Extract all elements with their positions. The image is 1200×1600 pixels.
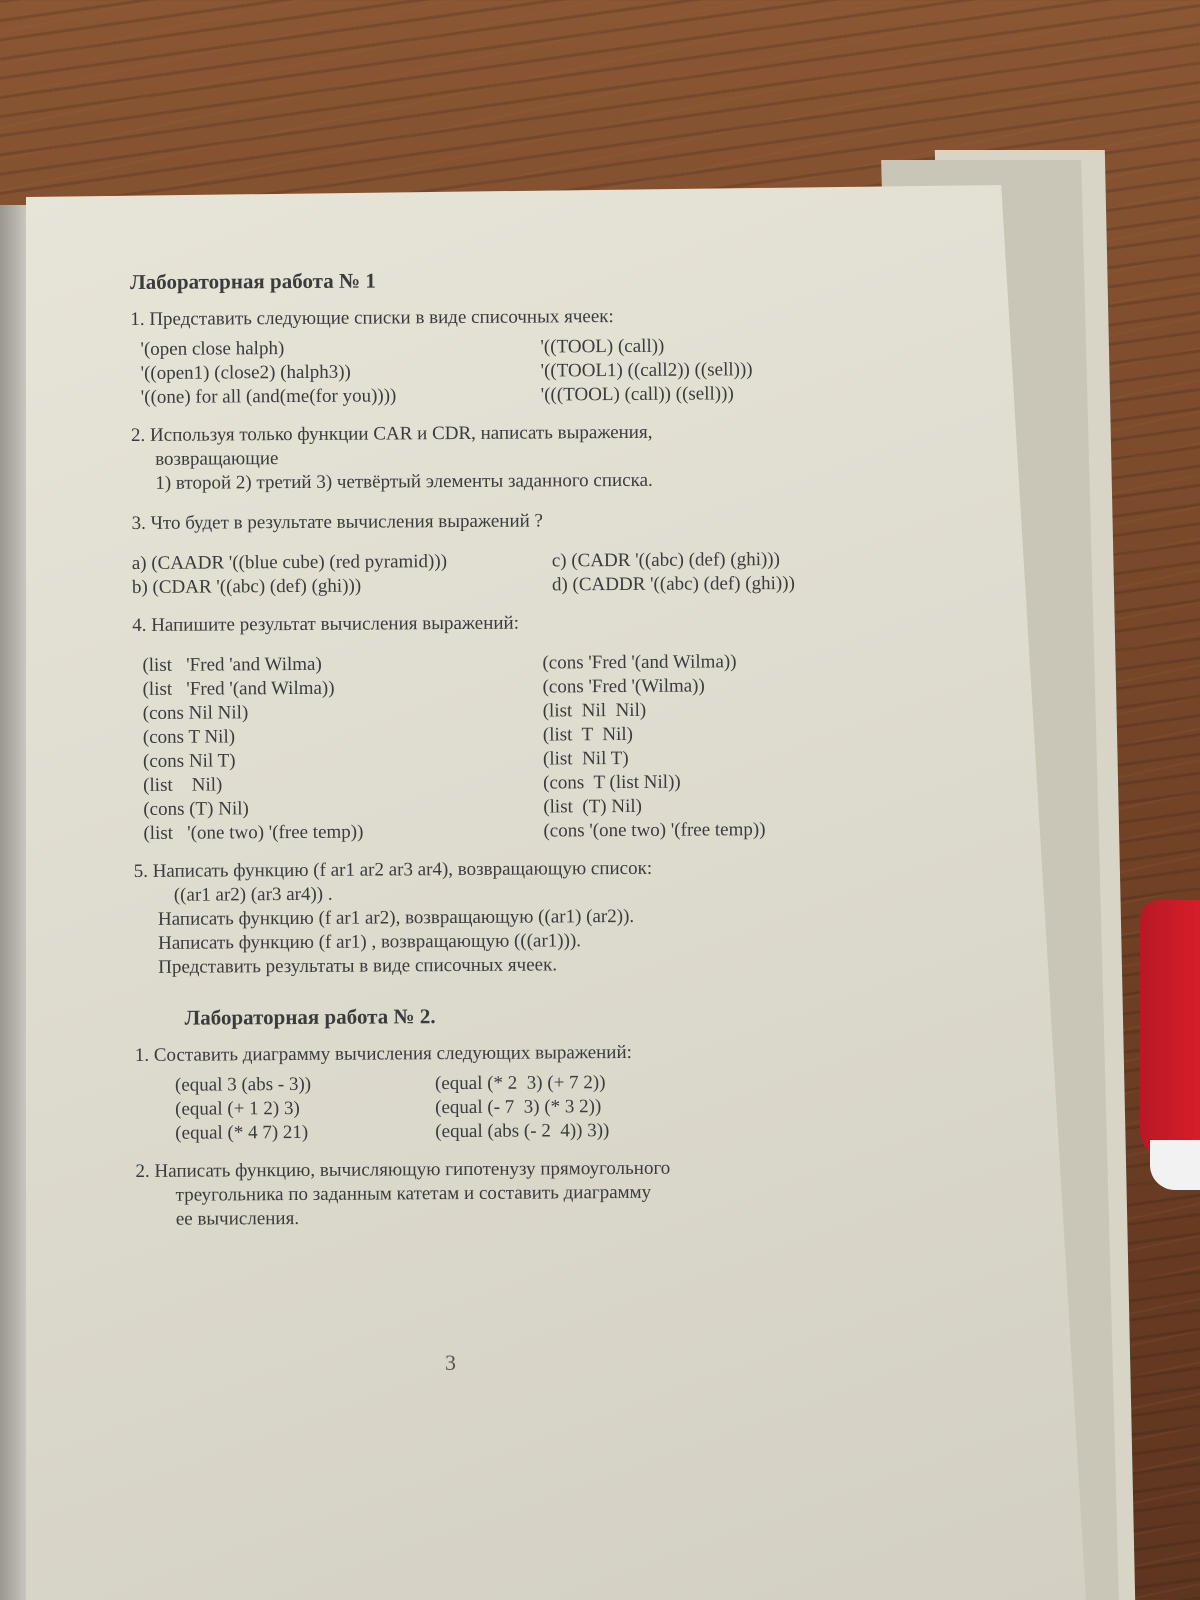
list-item: d) (CADDR '((abc) (def) (ghi))): [551, 572, 795, 596]
list-item: (equal (* 4 7) 21): [175, 1121, 309, 1144]
lab1-question-2: [131, 420, 851, 496]
lab1-q5-text: 5. Написать функцию (f ar1 ar2 ar3 ar4), возвращающую список:: [133, 857, 653, 882]
lab1-question-5: [134, 856, 855, 980]
binding-edge: [0, 205, 26, 1600]
lab2-question-1: [135, 1040, 856, 1146]
lab1-q4-expressions: [132, 650, 853, 846]
list-item: (equal (- 7 3) (* 3 2)): [435, 1096, 602, 1119]
lab2-q2-text: 2. Написать функцию, вычисляющую гипотенузу прямоугольного: [135, 1157, 671, 1182]
list-item: (list T Nil): [542, 723, 634, 746]
lab2-question-2: [135, 1156, 855, 1232]
lab1-q2-text: 2. Используя только функции CAR и CDR, написать выражения,: [130, 421, 653, 446]
list-item: (cons Nil T): [142, 750, 236, 772]
lab1-q4-right: [542, 650, 843, 844]
page-content: [130, 266, 856, 1238]
lab1-q3-expressions: [132, 548, 852, 600]
lab1-q1-text: 1. Представить следующие списки в виде списочных ячеек:: [130, 306, 614, 330]
list-item: (cons '(one two) '(free temp)): [543, 819, 766, 842]
lab1-q3-left: [132, 549, 552, 600]
lab2-q1-right: [435, 1070, 735, 1144]
lab2-q1-text: 1. Составить диаграмму вычисления следующих выражений:: [134, 1041, 632, 1066]
list-item: b) (CDAR '((abc) (def) (ghi))): [131, 575, 362, 598]
list-item: (equal (* 2 3) (+ 7 2)): [434, 1072, 606, 1095]
list-item: '(((TOOL) (call)) ((sell))): [540, 383, 734, 406]
lab1-q5-line3: Написать функцию (f ar1 ar2), возвращающую ((ar1) (ar2)).: [157, 905, 635, 930]
list-item: (cons T Nil): [142, 726, 236, 748]
list-item: (list '(one two) '(free temp)): [143, 821, 364, 844]
list-item: c) (CADR '((abc) (def) (ghi))): [551, 549, 781, 572]
lab1-q1-left: [140, 335, 540, 409]
list-item: (equal (abs (- 2 4)) 3)): [435, 1120, 610, 1143]
list-item: (list Nil Nil): [542, 699, 647, 722]
list-item: (cons 'Fred '(and Wilma)): [542, 651, 737, 674]
list-item: (list 'Fred '(and Wilma)): [142, 677, 335, 700]
list-item: '((open1) (close2) (halph3)): [140, 361, 351, 384]
list-item: (cons 'Fred '(Wilma)): [542, 675, 705, 698]
lab1-q2-line2: возвращающие: [155, 448, 279, 470]
lab1-q3-text: 3. Что будет в результате вычисления выражений ?: [131, 510, 544, 534]
lab1-q4-left: [142, 651, 543, 845]
lab2-q2-line2: треугольника по заданным катетам и составить диаграмму: [175, 1181, 652, 1206]
red-object: [1140, 900, 1200, 1160]
list-item: (cons T (list Nil)): [543, 771, 681, 794]
list-item: (list 'Fred 'and Wilma): [142, 653, 322, 676]
list-item: '(open close halph): [140, 338, 285, 360]
lab2-q1-left: [175, 1072, 435, 1146]
list-item: (list (T) Nil): [543, 795, 643, 818]
lab1-q3-right: [552, 548, 852, 598]
lab1-q4-text: 4. Напишите результат вычисления выражений:: [132, 612, 520, 636]
lab1-q5-line4: Написать функцию (f ar1) , возвращающую (((ar1))).: [158, 930, 582, 954]
lab1-question-3: [131, 508, 852, 600]
lab1-question-4: [132, 610, 853, 846]
page-number: 3: [445, 1350, 456, 1375]
list-item: (cons (T) Nil): [143, 798, 249, 820]
list-item: (list Nil T): [542, 747, 629, 770]
lab1-question-1: [130, 304, 851, 410]
lab1-q5-line5: Представить результаты в виде списочных ячеек.: [158, 954, 558, 978]
lab2-q1-expressions: [135, 1070, 855, 1146]
list-item: '((TOOL) (call)): [540, 335, 665, 358]
list-item: '((one) for all (and(me(for you)))): [140, 385, 397, 408]
lab1-q1-lists: [130, 334, 850, 410]
list-item: a) (CAADR '((blue cube) (red pyramid))): [131, 551, 448, 574]
list-item: (equal (+ 1 2) 3): [175, 1097, 300, 1120]
list-item: '((TOOL1) ((call2)) ((sell))): [540, 359, 753, 382]
red-object-cap: [1150, 1140, 1200, 1190]
lab1-q5-line2: ((ar1 ar2) (ar3 ar4)) .: [173, 883, 333, 906]
list-item: (equal 3 (abs - 3)): [174, 1073, 312, 1096]
lab2-q2-line3: ее вычисления.: [175, 1207, 300, 1230]
lab2-title: Лабораторная работа № 2.: [184, 1004, 436, 1030]
list-item: (cons Nil Nil): [142, 702, 249, 724]
lab1-q2-line3: 1) второй 2) третий 3) четвёртый элементы заданного списка.: [155, 469, 653, 494]
list-item: (list Nil): [143, 774, 223, 796]
lab1-title: Лабораторная работа № 1: [130, 268, 376, 294]
lab1-q1-right: [540, 334, 840, 408]
